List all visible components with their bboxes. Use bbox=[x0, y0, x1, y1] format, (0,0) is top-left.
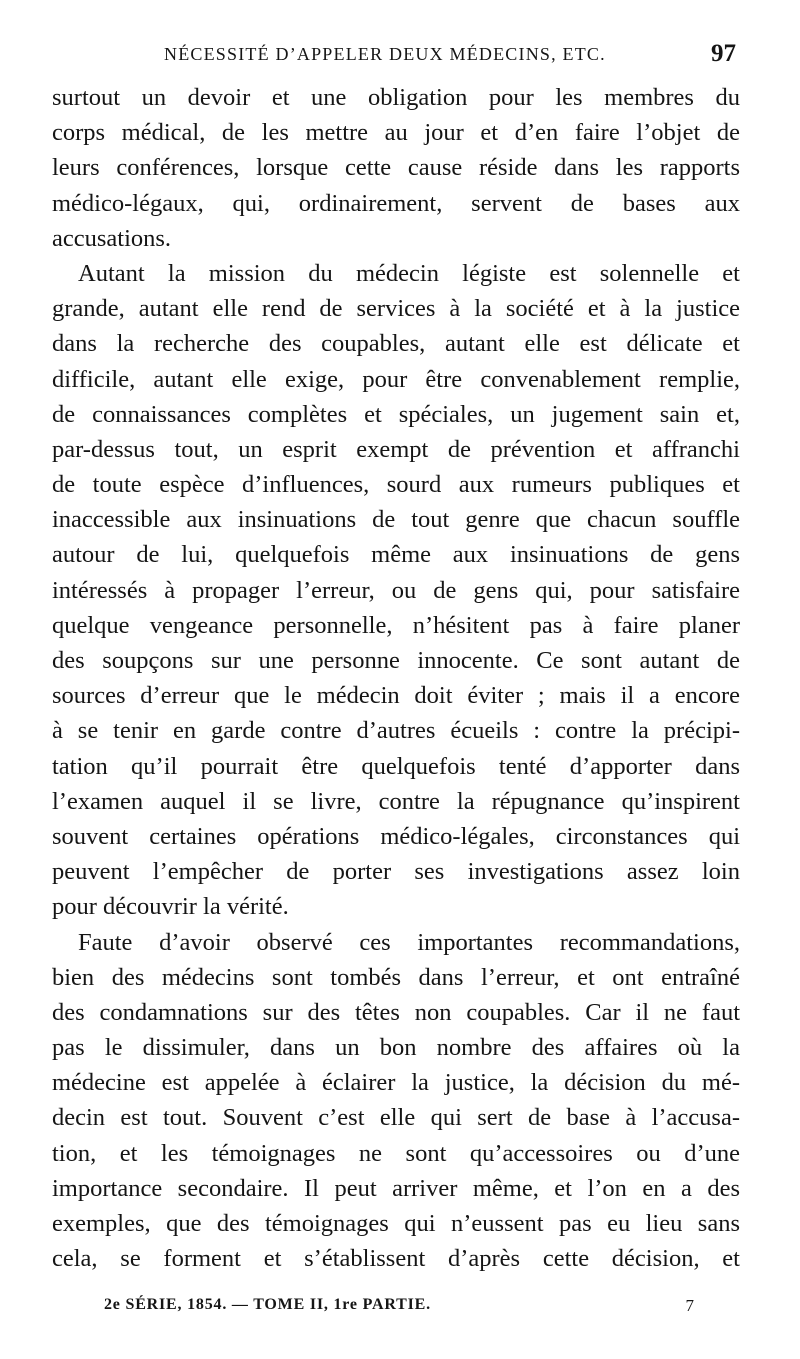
text-line: difficile, autant elle exige, pour être convenablement remplie, bbox=[52, 365, 740, 393]
text-line: quelque vengeance personnelle, n’hésitent pas à faire planer bbox=[52, 611, 740, 639]
signature-mark: 7 bbox=[685, 1296, 694, 1315]
paragraph-3 bbox=[52, 925, 740, 1277]
text-line: accusations. bbox=[52, 224, 172, 252]
text-line: médico-légaux, qui, ordinairement, servent de bases aux bbox=[52, 189, 740, 217]
printer-signature: 2e SÉRIE, 1854. — TOME II, 1re PARTIE. bbox=[104, 1296, 431, 1313]
text-line: dans la recherche des coupables, autant elle est délicate et bbox=[52, 330, 740, 358]
text-line: bien des médecins sont tombés dans l’erreur, et ont entraîné bbox=[52, 963, 740, 991]
text-line: des condamnations sur des têtes non coupables. Car il ne faut bbox=[52, 998, 740, 1026]
text-line: intéressés à propager l’erreur, ou de gens qui, pour satisfaire bbox=[52, 576, 740, 604]
text-line: grande, autant elle rend de services à la société et à la justice bbox=[52, 295, 740, 323]
text-line: l’examen auquel il se livre, contre la répugnance qu’inspirent bbox=[52, 787, 740, 815]
text-line: par-dessus tout, un esprit exempt de prévention et affranchi bbox=[52, 435, 740, 463]
text-line: importance secondaire. Il peut arriver même, et l’on en a des bbox=[52, 1174, 740, 1202]
text-line: de connaissances complètes et spéciales, un jugement sain et, bbox=[52, 400, 740, 428]
body-text bbox=[52, 80, 740, 1276]
text-line: cela, se forment et s’établissent d’après cette décision, et bbox=[52, 1245, 740, 1273]
running-title: NÉCESSITÉ D’APPELER DEUX MÉDECINS, ETC. bbox=[164, 44, 606, 64]
text-line: de toute espèce d’influences, sourd aux rumeurs publiques et bbox=[52, 471, 740, 499]
text-line: à se tenir en garde contre d’autres écueils : contre la précipi- bbox=[52, 717, 740, 745]
text-line: autour de lui, quelquefois même aux insinuations de gens bbox=[52, 541, 740, 569]
text-line: surtout un devoir et une obligation pour les membres du bbox=[52, 84, 740, 111]
paragraph-2 bbox=[52, 256, 740, 925]
text-line: Autant la mission du médecin légiste est solennelle et bbox=[78, 259, 740, 287]
text-line: corps médical, de les mettre au jour et d’en faire l’objet de bbox=[52, 119, 740, 147]
text-line: tation qu’il pourrait être quelquefois tenté d’apporter dans bbox=[52, 752, 740, 780]
text-line: exemples, que des témoignages qui n’eussent pas eu lieu sans bbox=[52, 1210, 740, 1237]
text-line: pour découvrir la vérité. bbox=[52, 893, 289, 921]
text-line: souvent certaines opérations médico-légales, circonstances qui bbox=[52, 822, 740, 850]
text-line: peuvent l’empêcher de porter ses investigations assez loin bbox=[52, 858, 740, 886]
page-number: 97 bbox=[711, 40, 736, 67]
text-line: decin est tout. Souvent c’est elle qui sert de base à l’accusa- bbox=[52, 1104, 740, 1132]
text-line: pas le dissimuler, dans un bon nombre des affaires où la bbox=[52, 1034, 740, 1062]
text-line: leurs conférences, lorsque cette cause réside dans les rapports bbox=[52, 154, 740, 182]
text-line: des soupçons sur une personne innocente. Ce sont autant de bbox=[52, 647, 740, 674]
text-line: tion, et les témoignages ne sont qu’accessoires ou d’une bbox=[52, 1139, 740, 1167]
text-line: médecine est appelée à éclairer la justice, la décision du mé- bbox=[52, 1069, 740, 1097]
page-footer bbox=[104, 1296, 694, 1322]
running-head bbox=[52, 40, 736, 70]
text-line: Faute d’avoir observé ces importantes recommandations, bbox=[78, 928, 740, 956]
text-line: inaccessible aux insinuations de tout genre que chacun souffle bbox=[52, 506, 740, 534]
paragraph-1 bbox=[52, 80, 740, 256]
text-line: sources d’erreur que le médecin doit éviter ; mais il a encore bbox=[52, 682, 740, 710]
